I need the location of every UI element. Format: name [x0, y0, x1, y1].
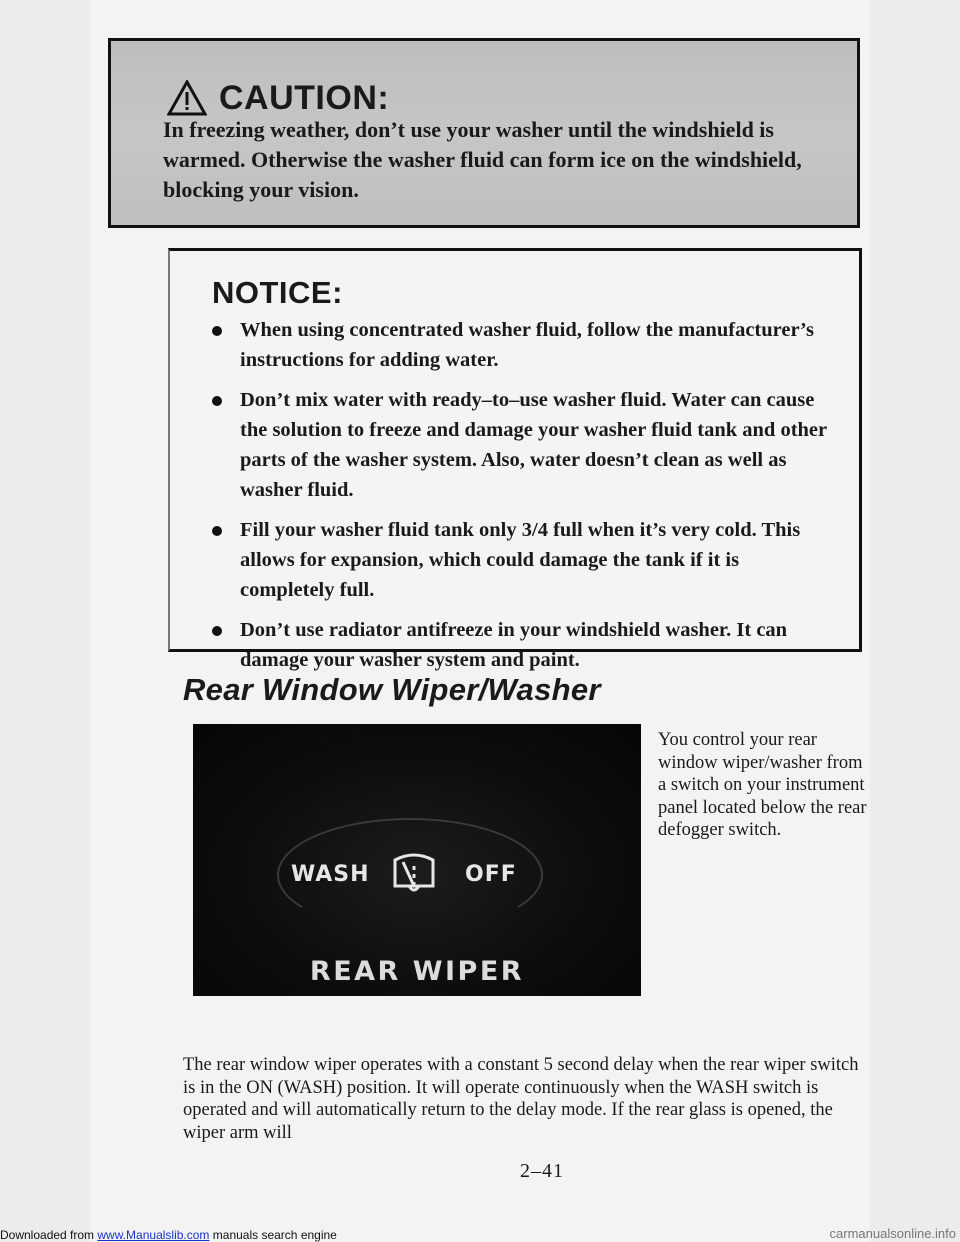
- bullet-icon: [212, 396, 222, 406]
- notice-item-text: Don’t use radiator antifreeze in your windshield washer. It can damage your washer system and paint.: [240, 619, 788, 671]
- rear-wiper-icon: [389, 846, 439, 896]
- body-paragraph: The rear window wiper operates with a constant 5 second delay when the rear wiper switch is in the ON (WASH) position. It will operate continuously when the WASH switch is operated and will automatically return to the delay mode. If the rear glass is opened, the wiper arm will: [183, 1055, 859, 1143]
- warning-triangle-icon: [167, 80, 207, 116]
- footer-suffix: manuals search engine: [209, 1228, 337, 1242]
- page-number: 2–41: [520, 1160, 564, 1182]
- notice-box: [168, 248, 862, 671]
- notice-item: [212, 615, 832, 675]
- notice-item-text: When using concentrated washer fluid, follow the manufacturer’s instructions for adding water.: [240, 319, 814, 371]
- section-heading: Rear Window Wiper/Washer: [183, 672, 601, 707]
- rear-wiper-switch-photo: [193, 724, 641, 996]
- bullet-icon: [212, 326, 222, 336]
- notice-item-text: Fill your washer fluid tank only 3/4 full when it’s very cold. This allows for expansion, which could damage the tank if it is completely full.: [240, 519, 801, 601]
- footer-prefix: Downloaded from: [0, 1228, 98, 1242]
- notice-list: [212, 315, 832, 685]
- caution-title: CAUTION:: [219, 78, 390, 117]
- download-footer: [0, 1228, 337, 1242]
- off-label: OFF: [465, 862, 517, 887]
- caution-header: [167, 77, 389, 119]
- caution-text: In freezing weather, don’t use your washer until the windshield is warmed. Otherwise the washer fluid can form ice on the windshield, blocking your vision.: [163, 117, 802, 202]
- watermark-text: carmanualsonline.info: [829, 1226, 956, 1241]
- wash-label: WASH: [291, 862, 370, 887]
- bullet-icon: [212, 526, 222, 536]
- notice-item-text: Don’t mix water with ready–to–use washer fluid. Water can cause the solution to freeze and damage your washer fluid tank and other parts of the washer system. Also, water doesn’t clean as well as washer fluid.: [240, 389, 827, 501]
- notice-item: [212, 515, 832, 605]
- caution-box: [108, 38, 860, 228]
- manualslib-link[interactable]: www.Manualslib.com: [97, 1228, 210, 1242]
- side-paragraph: You control your rear window wiper/washer from a switch on your instrument panel located below the rear defogger switch.: [658, 730, 867, 840]
- rear-wiper-label: REAR WIPER: [309, 956, 525, 987]
- notice-item: [212, 315, 832, 375]
- notice-item: [212, 385, 832, 505]
- notice-title: NOTICE:: [212, 275, 343, 310]
- bullet-icon: [212, 626, 222, 636]
